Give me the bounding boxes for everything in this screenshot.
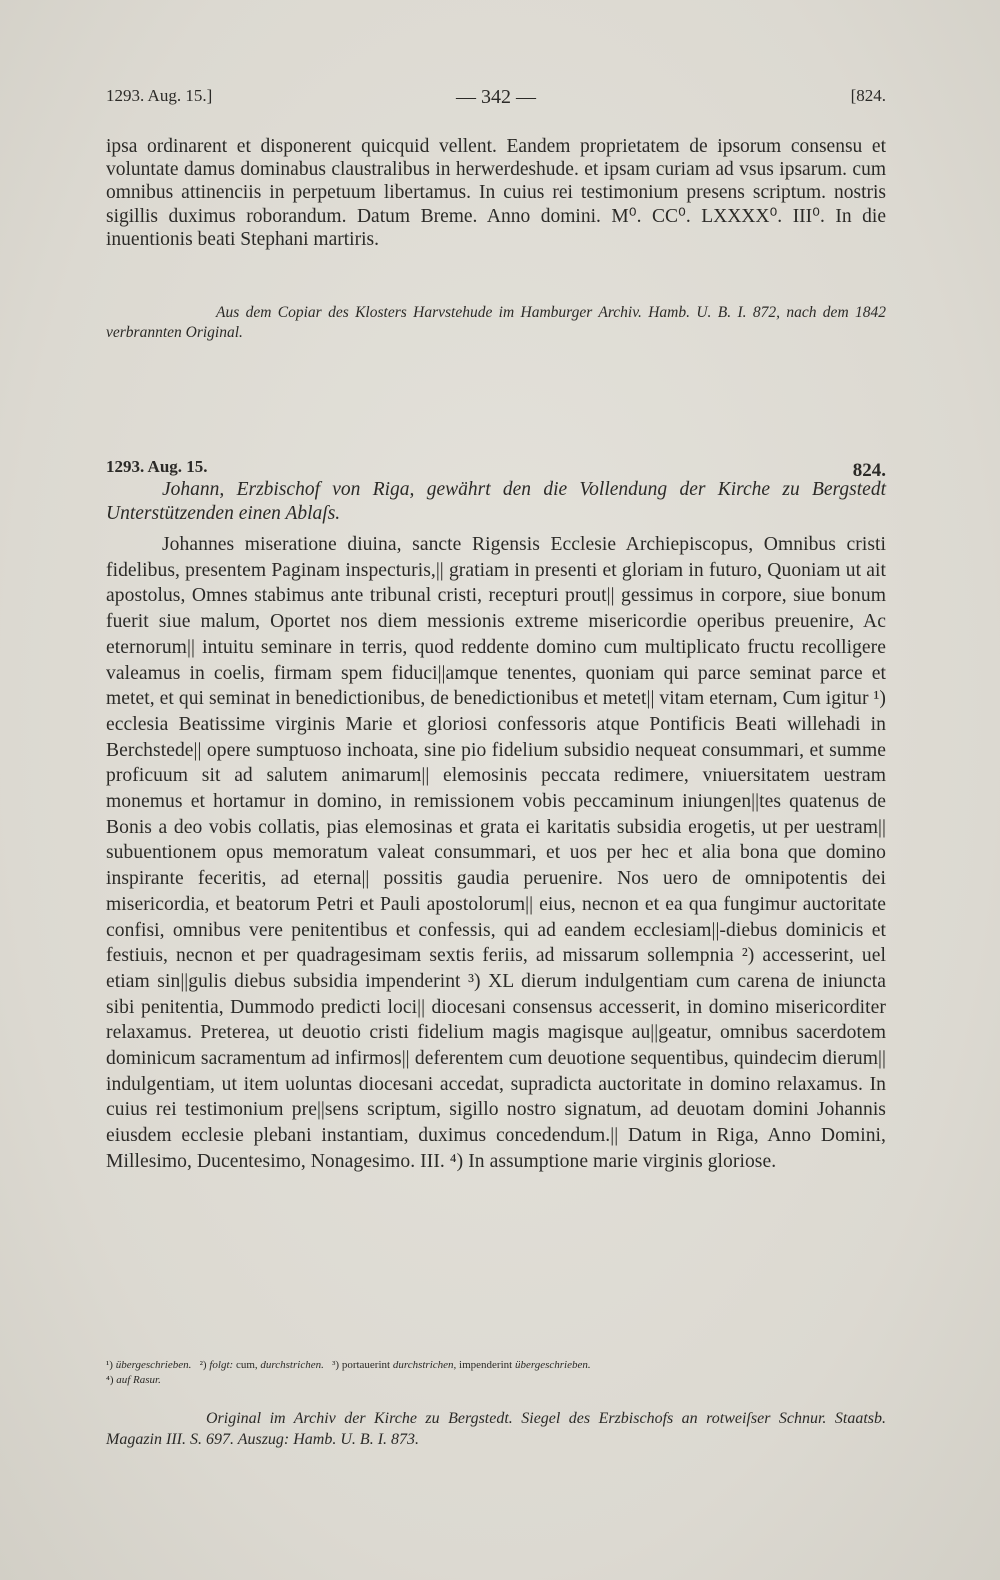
document-body: Johannes miseratione diuina, sancte Rigensis Ecclesie Archiepiscopus, Omnibus cristi fidelibus, presentem Paginam inspecturis,|| gratiam in presenti et gloriam in futuro, Quoniam ut ait apostolus, Omnes stabimus ante tribunal cristi, recepturi prout|| gessimus in corpore, siue bonum fuerit siue malum, Oportet nos diem messionis extreme misericordie operibus preuenire, Ac eternorum|| intuitu seminare in terris, quod reddente domino cum multiplicato fructu recolligere valeamus in coelis, firmam spem fiduci||amque tenentes, quoniam qui parce seminat parce et metet, et qui seminat in benedictionibus, de benedictionibus et metet|| vitam eternam, Cum igitur ¹) ecclesia Beatissime virginis Marie et gloriosi confessoris atque Pontificis Beati willehadi in Berchstede|| opere sumptuoso inchoata, sine pio fidelium subsidio nequeat consummari, et summe proficuum sit ad salutem animarum|| elemosinis peccata redimere, vniuersitatem uestram monemus et hortamur in domino, in remissionem vobis peccaminum iniungen||tes quatenus de Bonis a deo vobis collatis, pias elemosinas et grata ei karitatis subsidia erogetis, ut per uestram|| subuentionem opus memoratum valeat consummari, et uos per hec et alia bona que domino inspirante feceritis, ad eterna|| possitis gaudia peruenire. Nos uero de omnipotentis dei misericordia, et beatorum Petri et Pauli apostolorum|| eius, necnon et ea qua fungimur auctoritate confisi, omnibus vere penitentibus et confessis, qui ad eandem ecclesiam||-diebus dominicis et festiuis, necnon et per quadragesimam sextis feriis, ad missarum sollempnia ²) accesserint, uel etiam sin||gulis diebus subsidia impenderint ³) XL dierum indulgentiam cum carena de iniuncta sibi penitentia, Dummodo predicti loci|| diocesani consensus accesserit, in domino misericorditer relaxamus. Preterea, ut deuotio cristi fidelium magis magisque au||geatur, omnibus sacerdotem dominicum sacramentum ad infirmos|| deferentem cum deuotione sequentibus, quindecim dierum|| indulgentiam, ut item uoluntas diocesani accedat, supradicta auctoritate in domino relaxamus. In cuius rei testimonium pre||sens scriptum, sigillo nostro signatum, ad deuotam domini Johannis eiusdem ecclesie plebani instantiam, duximus concedendum.|| Datum in Riga, Anno Domini, Millesimo, Ducentesimo, Nonagesimo. III. ⁴) In assumptione marie virginis gloriose. — [106, 534, 886, 1172]
previous-document-source: Aus dem Copiar des Klosters Harvstehude im Hamburger Archiv. Hamb. U. B. I. 872, nach dem 1842 verbrannten Original. — [106, 304, 886, 341]
footnote-1-text: übergeschrieben. — [115, 1359, 192, 1371]
page-number: — 342 — — [456, 86, 536, 108]
footnote-line-2 — [106, 1373, 886, 1388]
footnote-2-post: durchstrichen. — [260, 1359, 324, 1371]
footnote-4-text: auf Rasur. — [116, 1374, 161, 1386]
footnote-3-mid: durchstrichen, — [392, 1359, 457, 1371]
footnote-3-mark: ³) — [332, 1359, 340, 1371]
document-number: 824. — [852, 460, 886, 481]
page-header — [106, 86, 886, 116]
footnote-2-mark: ²) — [199, 1359, 207, 1371]
document-summary: Johann, Erzbischof von Riga, gewährt den die Vollendung der Kirche zu Bergstedt Unterstützenden einen Ablaſs. — [106, 479, 886, 524]
document-source: Original im Archiv der Kirche zu Bergstedt. Siegel des Erzbischofs an rotweiſser Schnur. Staatsb. Magazin III. S. 697. Auszug: Hamb. U. B. I. 873. — [106, 1410, 886, 1448]
footnote-2-pre: folgt: — [209, 1359, 234, 1371]
footnote-4-mark: ⁴) — [106, 1374, 114, 1386]
previous-document-text: ipsa ordinarent et disponerent quicquid vellent. Eandem proprietatem de ipsorum consensu et voluntate damus dominabus claustralibus in herwerdeshude. et ipsam curiam ad vsus ipsarum. cum omnibus attinenciis in perpetuum libertamus. In cuius rei testimonium presens scriptum. nostris sigillis duximus roborandum. Datum Breme. Anno domini. M⁰. CC⁰. LXXXX⁰. III⁰. In die inuentionis beati Stephani martiris. — [106, 136, 886, 250]
footnote-3-word: portauerint — [341, 1359, 391, 1371]
footnote-3-post: übergeschrieben. — [514, 1359, 591, 1371]
footnote-2-word: cum, — [235, 1359, 258, 1371]
footnote-1-mark: ¹) — [106, 1359, 113, 1371]
document-date: 1293. Aug. 15. — [106, 457, 208, 476]
footnote-3-word2: impenderint — [459, 1359, 513, 1371]
header-date: 1293. Aug. 15.] — [106, 86, 213, 105]
footnote-line-1 — [106, 1358, 886, 1373]
header-doc-number: [824. — [850, 86, 886, 105]
document-heading — [106, 452, 886, 481]
footnotes — [106, 1358, 886, 1388]
